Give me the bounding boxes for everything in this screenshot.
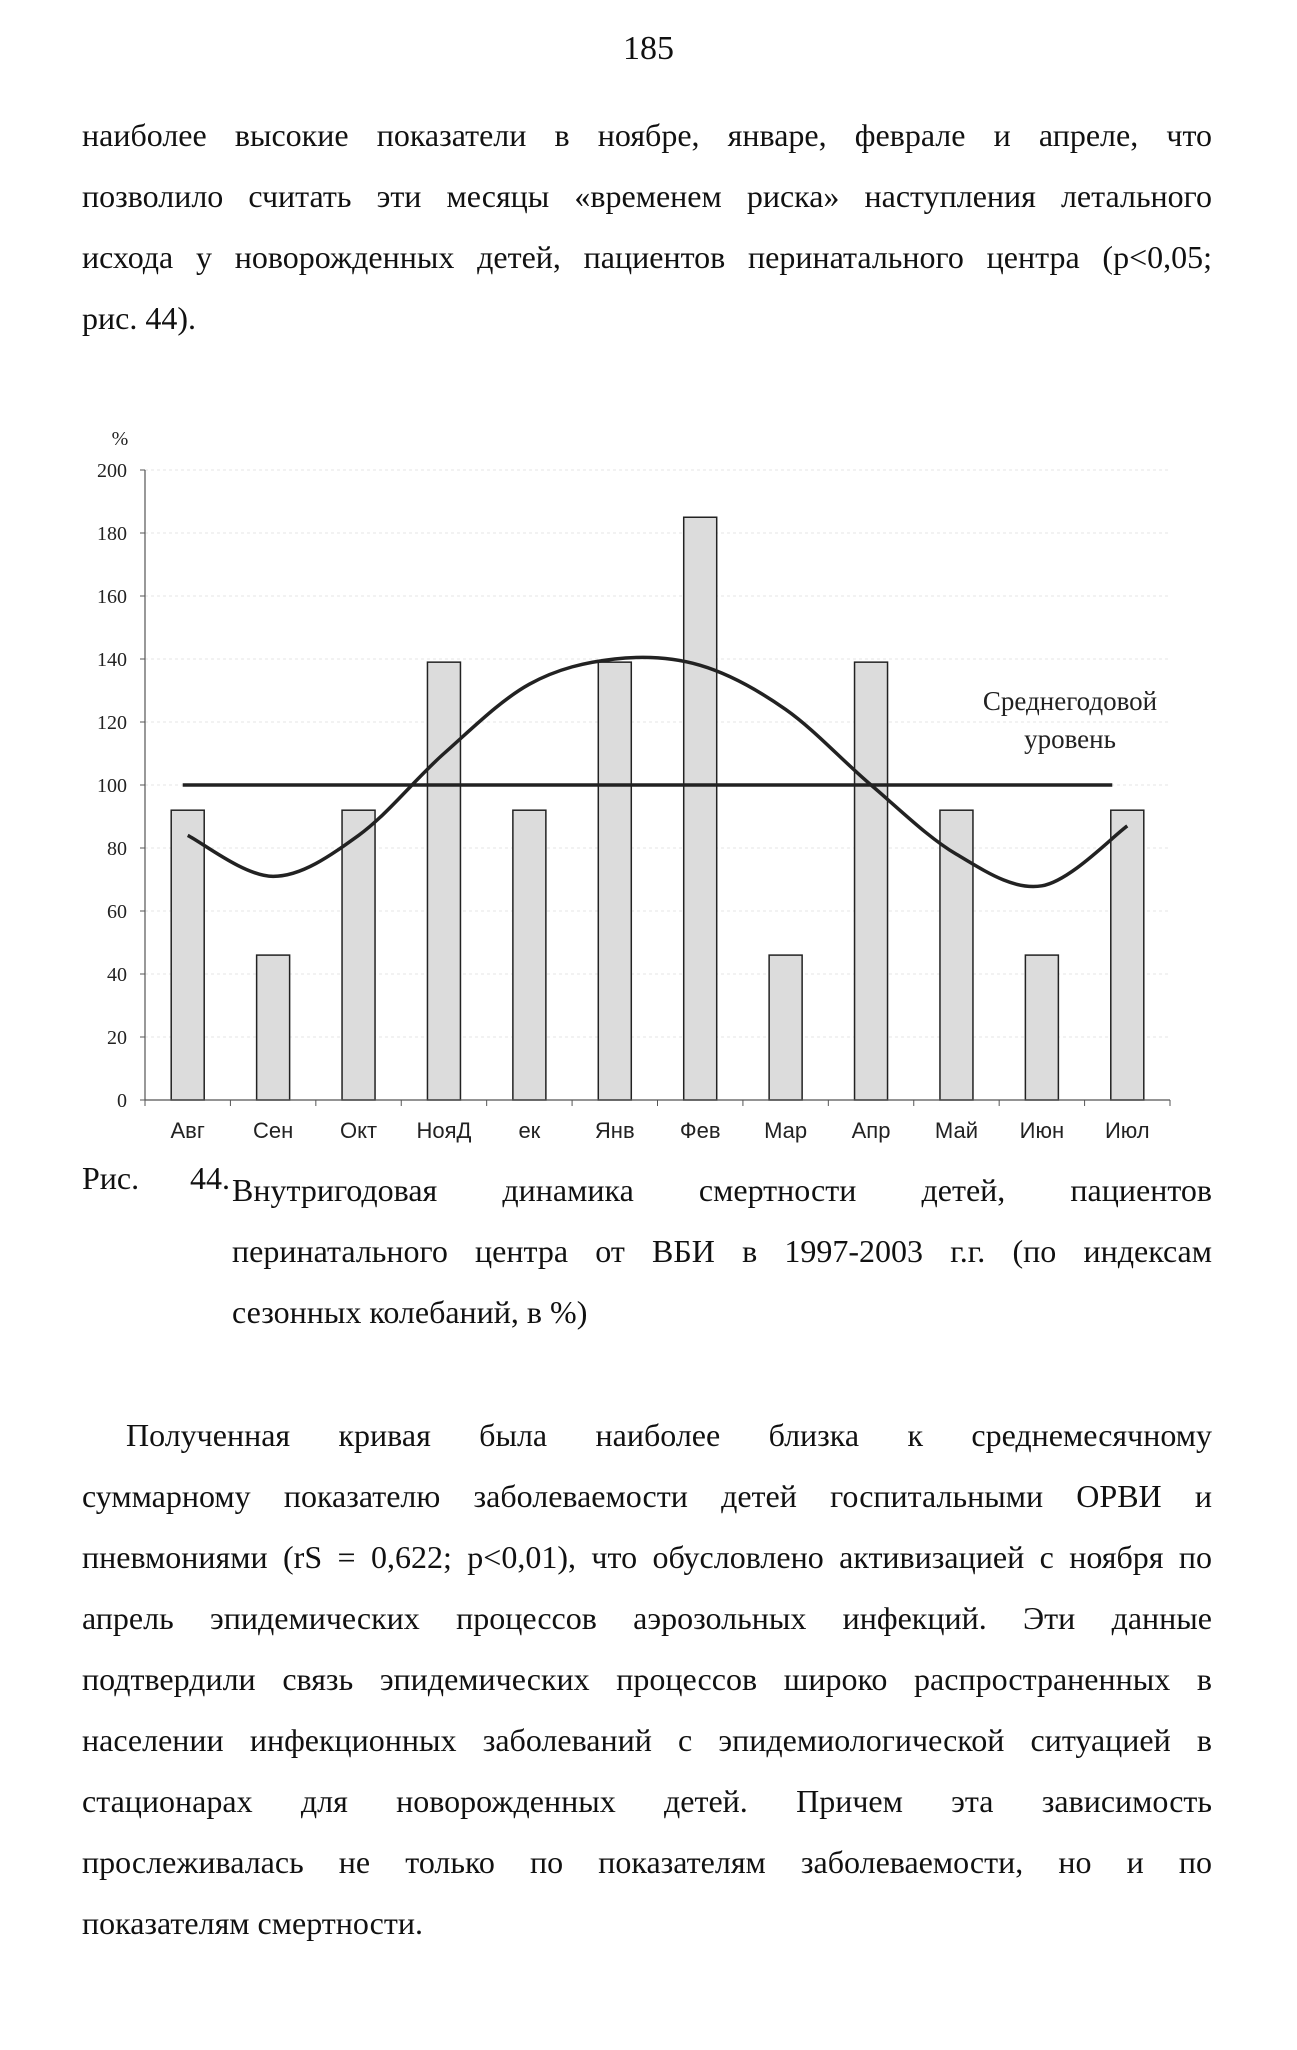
figure-number: 44. <box>190 1160 230 1196</box>
x-tick-label: Май <box>934 1118 979 1143</box>
y-axis-label: % <box>111 428 129 450</box>
paragraph-line: суммарному показателю заболеваемости детей госпитальными ОРВИ и <box>82 1478 1212 1514</box>
x-tick-label: Апр <box>851 1118 891 1143</box>
chart-gridlines <box>145 470 1170 1037</box>
paragraph-line: населении инфекционных заболеваний с эпидемиологической ситуацией в <box>82 1722 1212 1758</box>
mean-level-annotation: Среднегодовой <box>982 686 1158 716</box>
caption-line: сезонных колебаний, в %) <box>232 1294 588 1330</box>
chart-bar <box>598 662 631 1100</box>
paragraph-line: позволило считать эти месяцы «временем риска» наступления летального <box>82 178 1212 214</box>
paragraph-line: пневмониями (rS = 0,622; p<0,01), что обусловлено активизацией с ноября по <box>82 1539 1212 1575</box>
seasonal-mortality-chart <box>0 400 1297 1160</box>
y-tick-label: 100 <box>97 775 127 797</box>
chart-bar <box>427 662 460 1100</box>
caption-line: Внутригодовая динамика смертности детей, пациентов <box>232 1172 1212 1208</box>
y-tick-label: 0 <box>117 1090 127 1112</box>
x-tick-label: Мар <box>764 1118 808 1143</box>
y-tick-label: 160 <box>97 586 127 608</box>
x-tick-label: НояД <box>416 1118 472 1143</box>
caption-line: перинатального центра от ВБИ в 1997-2003 г.г. (по индексам <box>232 1233 1212 1269</box>
x-tick-label: Июл <box>1104 1118 1150 1143</box>
paragraph-line: показателям смертности. <box>82 1905 423 1941</box>
x-tick-label: Июн <box>1019 1118 1065 1143</box>
chart-bar <box>1111 810 1144 1100</box>
paragraph-line: Полученная кривая была наиболее близка к среднемесячному <box>126 1417 1212 1453</box>
chart-bar <box>769 955 802 1100</box>
x-tick-label: ек <box>518 1118 541 1143</box>
chart-bar <box>855 662 888 1100</box>
y-tick-label: 180 <box>97 523 127 545</box>
x-tick-label: Окт <box>340 1118 378 1143</box>
paragraph-1 <box>82 105 1212 349</box>
page-number: 185 <box>623 30 674 67</box>
paragraph-line: исхода у новорожденных детей, пациентов перинатального центра (p<0,05; <box>82 239 1212 275</box>
figure-caption <box>232 1160 1212 1343</box>
y-tick-label: 200 <box>97 460 127 482</box>
paragraph-line: подтвердили связь эпидемических процессов широко распространенных в <box>82 1661 1212 1697</box>
y-tick-label: 60 <box>107 901 127 923</box>
x-tick-label: Янв <box>594 1118 635 1143</box>
paragraph-2 <box>82 1405 1212 1954</box>
chart-axes <box>140 470 1170 1106</box>
x-tick-label: Авг <box>170 1118 205 1143</box>
chart-bar <box>684 517 717 1100</box>
y-tick-label: 20 <box>107 1027 127 1049</box>
chart-bar <box>513 810 546 1100</box>
chart-bar <box>342 810 375 1100</box>
chart-bar <box>257 955 290 1100</box>
figure-label: Рис. <box>82 1160 140 1196</box>
y-tick-label: 40 <box>107 964 127 986</box>
paragraph-line: рис. 44). <box>82 300 196 336</box>
y-tick-label: 80 <box>107 838 127 860</box>
x-tick-label: Фев <box>679 1118 721 1143</box>
mean-level-annotation: уровень <box>1024 724 1116 754</box>
chart-bar <box>171 810 204 1100</box>
paragraph-line: наиболее высокие показатели в ноябре, январе, феврале и апреле, что <box>82 117 1212 153</box>
chart-bars <box>171 517 1144 1100</box>
paragraph-line: апрель эпидемических процессов аэрозольных инфекций. Эти данные <box>82 1600 1212 1636</box>
paragraph-line: стационарах для новорожденных детей. Причем эта зависимость <box>82 1783 1212 1819</box>
y-tick-label: 120 <box>97 712 127 734</box>
chart-bar <box>1025 955 1058 1100</box>
x-tick-label: Сен <box>252 1118 294 1143</box>
paragraph-line: прослеживалась не только по показателям заболеваемости, но и по <box>82 1844 1212 1880</box>
y-tick-label: 140 <box>97 649 127 671</box>
